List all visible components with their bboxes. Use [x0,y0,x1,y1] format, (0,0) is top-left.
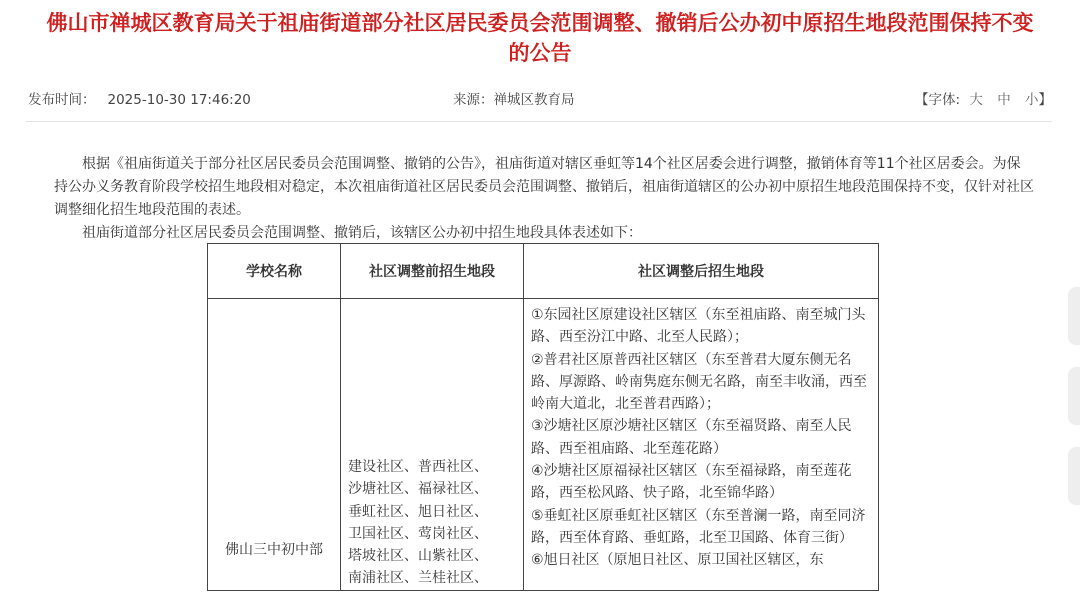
side-float-tab[interactable] [1068,287,1080,345]
zone-before-line: 卫国社区、莺岗社区、 [348,525,488,542]
zone-after-item: ⑤垂虹社区原垂虹社区辖区（东至普澜一路，南至同济路，西至体育路、垂虹路，北至卫国路、体育三街） [531,507,866,546]
font-size-small-button[interactable]: 小 [1025,92,1039,108]
publish-time: 2025-10-30 17:46:20 [107,92,251,108]
zone-before-line: 垂虹社区、旭日社区、 [348,503,488,520]
font-size-label: 【字体: [915,92,961,108]
side-float-tab[interactable] [1068,367,1080,425]
header-zone-after: 社区调整后招生地段 [524,244,879,299]
table-header-row [208,244,879,299]
zone-after-item: ④沙塘社区原福禄社区辖区（东至福禄路，南至莲花路，西至松风路、快子路，北至锦华路） [531,463,852,502]
table-row [208,299,879,591]
side-float-tab[interactable] [1068,447,1080,505]
zone-before-line: 沙塘社区、福禄社区、 [348,481,488,498]
zone-before-line: 塔坡社区、山紫社区、 [348,548,488,565]
publish-label: 发布时间： [28,92,96,108]
enrollment-zone-table [207,243,879,591]
font-size-bracket-end: 】 [1038,92,1052,108]
zone-after-item: ⑥旭日社区（原旭日社区、原卫国社区辖区，东 [531,552,824,569]
article-meta-bar [28,88,1052,110]
zone-before-line: 南浦社区、兰桂社区、 [348,570,488,587]
zone-after-cell [524,299,879,591]
zone-before-cell [341,299,524,591]
article-body [54,153,1034,245]
font-size-medium-button[interactable]: 中 [997,92,1011,108]
header-zone-before: 社区调整前招生地段 [341,244,524,299]
school-name-cell: 佛山三中初中部 [208,299,341,591]
source-info: 来源：禅城区教育局 [453,92,575,108]
article-title [0,8,1080,68]
zone-before-line: 建设社区、普西社区、 [348,459,488,475]
header-school-name: 学校名称 [208,244,341,299]
meta-divider [26,121,1052,122]
font-size-large-button[interactable]: 大 [969,92,983,108]
body-paragraph-2: 祖庙街道部分社区居民委员会范围调整、撤销后，该辖区公办初中招生地段具体表述如下： [82,225,642,241]
body-paragraph-1: 根据《祖庙街道关于部分社区居民委员会范围调整、撤销的公告》，祖庙街道对辖区垂虹等14个社区居委会进行调整，撤销体育等11个社区居委会。为保持公办义务教育阶段学校招生地段相对稳定，本次祖庙街道社区居民委员会范围调整、撤销后，祖庙街道辖区的公办初中原招生地段范围保持不变，仅针对社区调整细化招生地段范围的表述。 [54,156,1034,218]
publish-info [28,88,251,108]
article-title-line-2: 的公告 [508,41,572,65]
zone-after-item: ①东园社区原建设社区辖区（东至祖庙路、南至城门头路、西至汾江中路、北至人民路）； [531,307,866,346]
zone-after-item: ②普君社区原普西社区辖区（东至普君大厦东侧无名路、厚源路、岭南隽庭东侧无名路，南至丰收涌，西至岭南大道北，北至普君西路）； [531,351,867,413]
article-title-line-1: 佛山市禅城区教育局关于祖庙街道部分社区居民委员会范围调整、撤销后公办初中原招生地段范围保持不变 [46,11,1034,35]
font-size-switcher [915,88,1052,108]
zone-after-item: ③沙塘社区原沙塘社区辖区（东至福贤路、南至人民路、西至祖庙路、北至莲花路） [531,418,852,457]
